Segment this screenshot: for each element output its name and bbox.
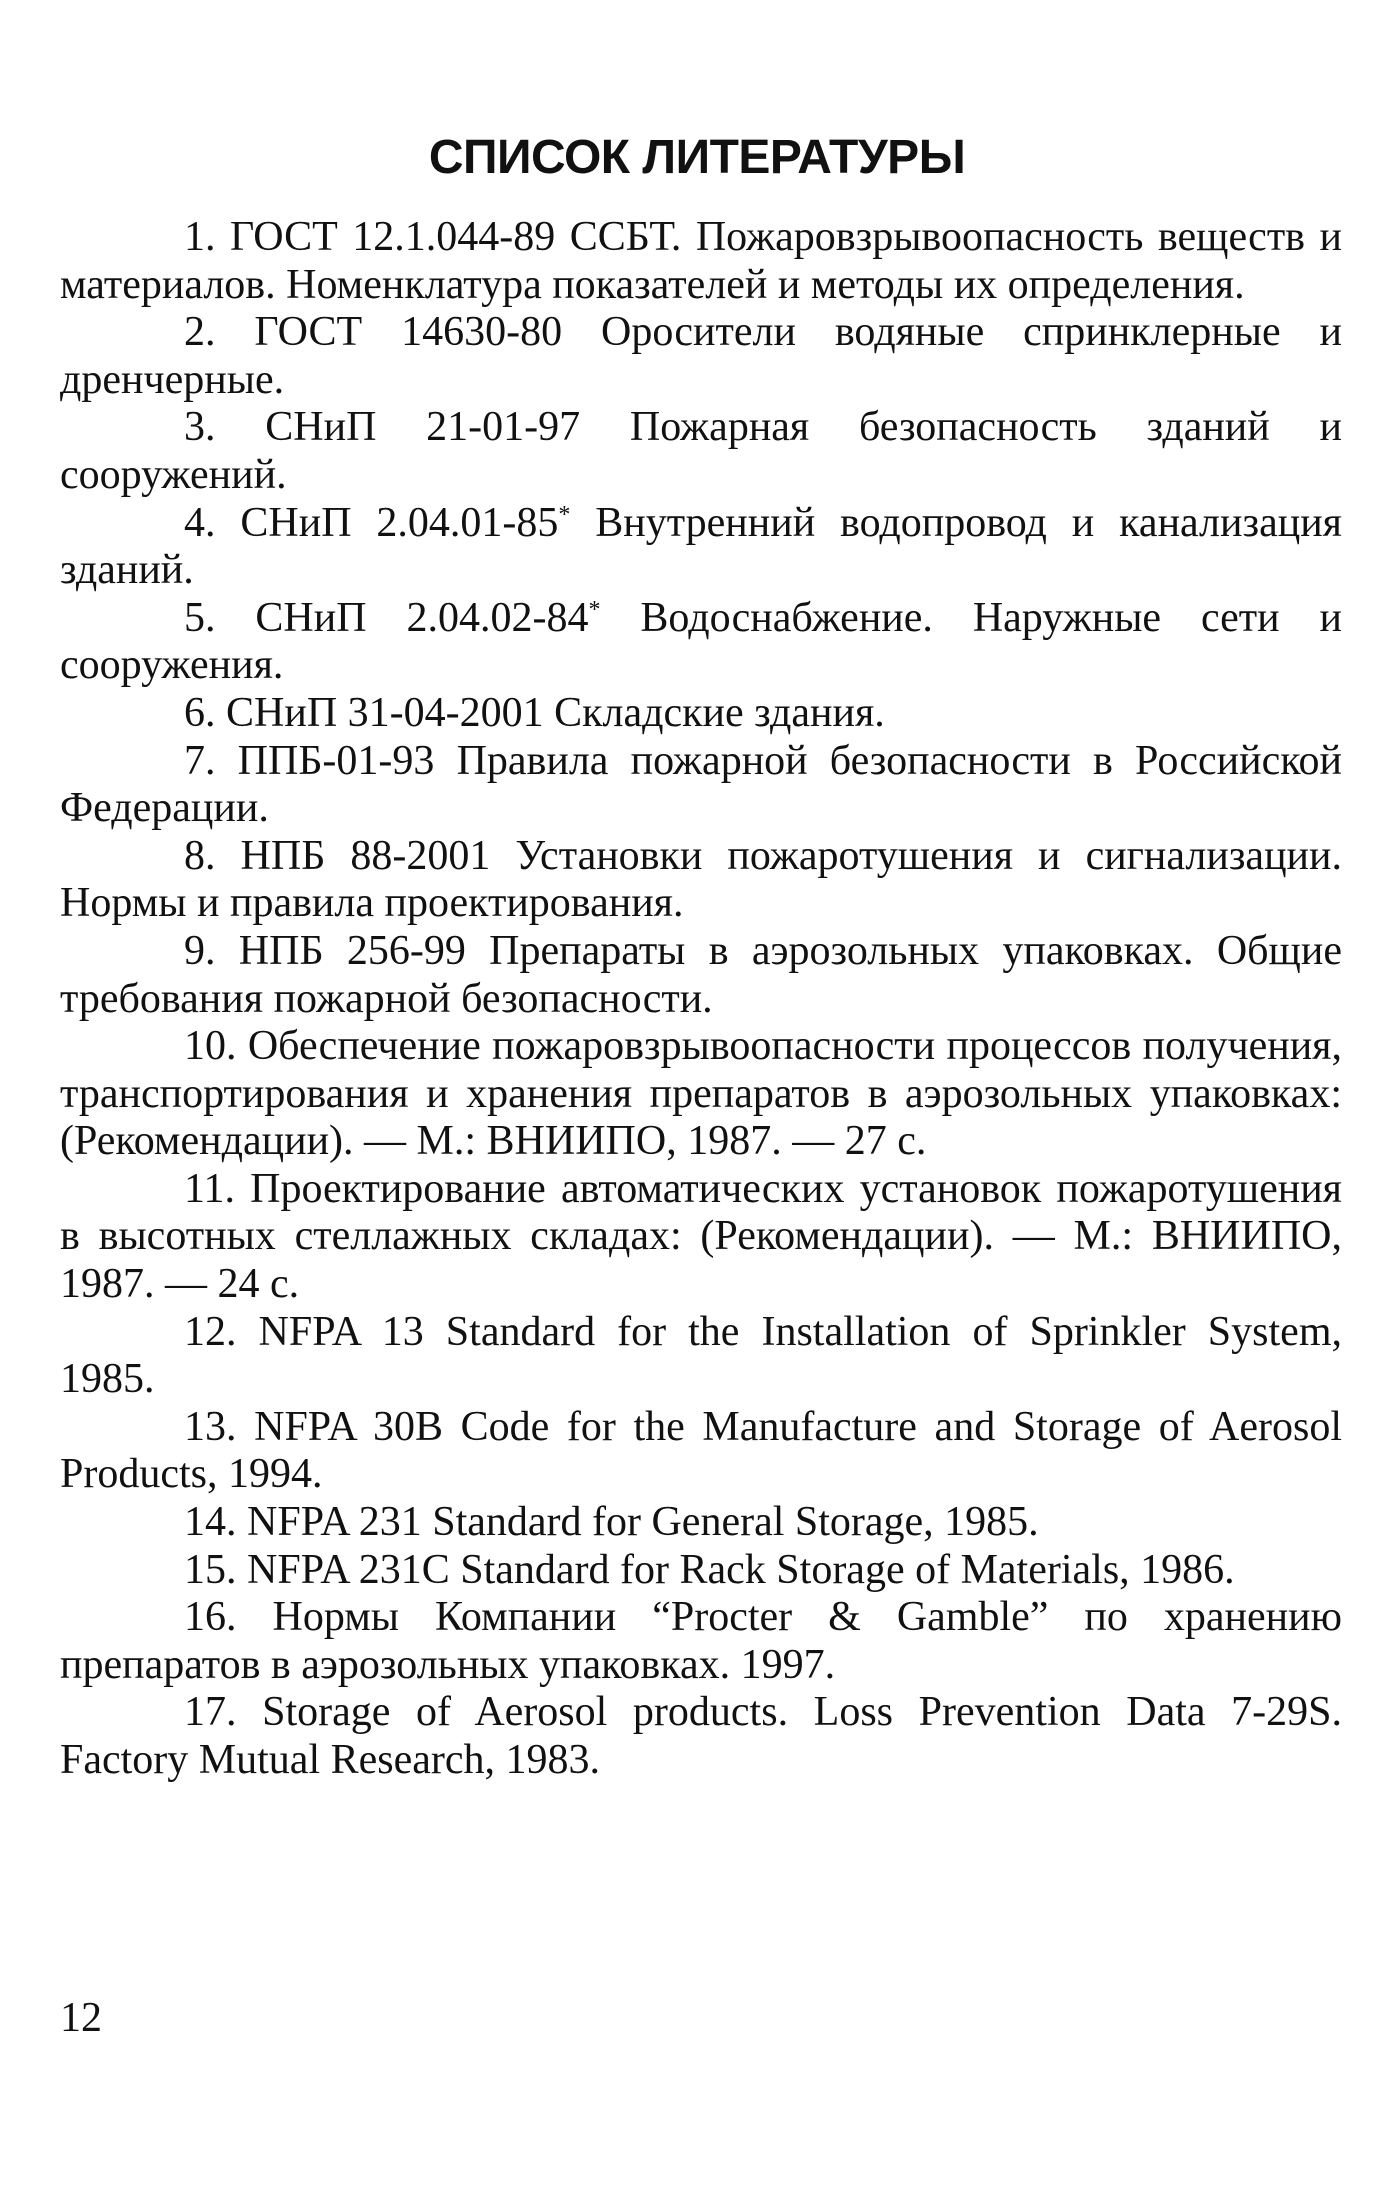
reference-text: 8. НПБ 88-2001 Установки пожаротушения и сигнализации. Нормы и правила проектирования. bbox=[60, 832, 1342, 927]
reference-item bbox=[60, 1309, 1342, 1404]
reference-text: 9. НПБ 256-99 Препараты в аэрозольных упаковках. Общие требования пожарной безопасности. bbox=[60, 927, 1342, 1022]
reference-text: 7. ППБ-01-93 Правила пожарной безопасности в Российской Федерации. bbox=[60, 737, 1342, 832]
reference-text: 5. СНиП 2.04.02-84 bbox=[184, 594, 589, 641]
reference-item bbox=[60, 928, 1342, 1023]
reference-list bbox=[60, 214, 1342, 1785]
page-title: СПИСОК ЛИТЕРАТУРЫ bbox=[428, 131, 966, 184]
amendment-mark: * bbox=[558, 501, 571, 528]
reference-item bbox=[60, 1499, 1342, 1547]
reference-text: 15. NFPA 231C Standard for Rack Storage of Materials, 1986. bbox=[184, 1546, 1235, 1593]
reference-item bbox=[60, 833, 1342, 928]
reference-item bbox=[60, 690, 1342, 738]
reference-item bbox=[60, 309, 1342, 404]
reference-text: 3. СНиП 21-01-97 Пожарная безопасность зданий и сооружений. bbox=[60, 404, 1342, 498]
reference-text: 14. NFPA 231 Standard for General Storage, 1985. bbox=[184, 1499, 1039, 1546]
reference-text: 12. NFPA 13 Standard for the Installation of Sprinkler System, 1985. bbox=[60, 1308, 1342, 1403]
reference-text-continued: Внутренний водопровод и канализация зданий. bbox=[60, 499, 1342, 594]
reference-text: 2. ГОСТ 14630-80 Оросители водяные спринклерные и дренчерные. bbox=[60, 309, 1342, 403]
reference-item bbox=[60, 595, 1342, 690]
reference-text: 1. ГОСТ 12.1.044-89 ССБТ. Пожаровзрывоопасность веществ и материалов. Номенклатура показателей и методы их определения. bbox=[60, 214, 1342, 308]
reference-item bbox=[60, 1594, 1342, 1689]
reference-text: 16. Нормы Компании “Procter & Gamble” по хранению препаратов в аэрозольных упаковках. 1997. bbox=[60, 1594, 1342, 1688]
amendment-mark: * bbox=[588, 596, 601, 623]
reference-item bbox=[60, 500, 1342, 595]
reference-text: 4. СНиП 2.04.01-85 bbox=[184, 499, 559, 546]
reference-item bbox=[60, 214, 1342, 309]
reference-item bbox=[60, 404, 1342, 499]
reference-item bbox=[60, 1166, 1342, 1309]
reference-text: 13. NFPA 30B Code for the Manufacture and Storage of Aerosol Products, 1994. bbox=[60, 1403, 1342, 1498]
page-number: 12 bbox=[60, 1995, 102, 2041]
reference-text: 17. Storage of Aerosol products. Loss Prevention Data 7-29S. Factory Mutual Research, 1983. bbox=[60, 1689, 1342, 1783]
reference-item bbox=[60, 1404, 1342, 1499]
reference-text: 6. СНиП 31-04-2001 Складские здания. bbox=[184, 689, 885, 736]
reference-item bbox=[60, 1023, 1342, 1166]
reference-text-continued: Водоснабжение. Наружные сети и сооружения. bbox=[60, 594, 1342, 689]
reference-item bbox=[60, 1689, 1342, 1784]
reference-text: 10. Обеспечение пожаровзрывоопасности процессов получения, транспортирования и хранения препаратов в аэрозольных упаковках: (Рекомендации). — М.: ВНИИПО, 1987. — 27 с. bbox=[60, 1023, 1342, 1165]
reference-text: 11. Проектирование автоматических установок пожаротушения в высотных стеллажных складах: (Рекомендации). — М.: ВНИИПО, 1987. — 24 с. bbox=[60, 1165, 1342, 1308]
reference-item bbox=[60, 1547, 1342, 1595]
reference-item bbox=[60, 738, 1342, 833]
